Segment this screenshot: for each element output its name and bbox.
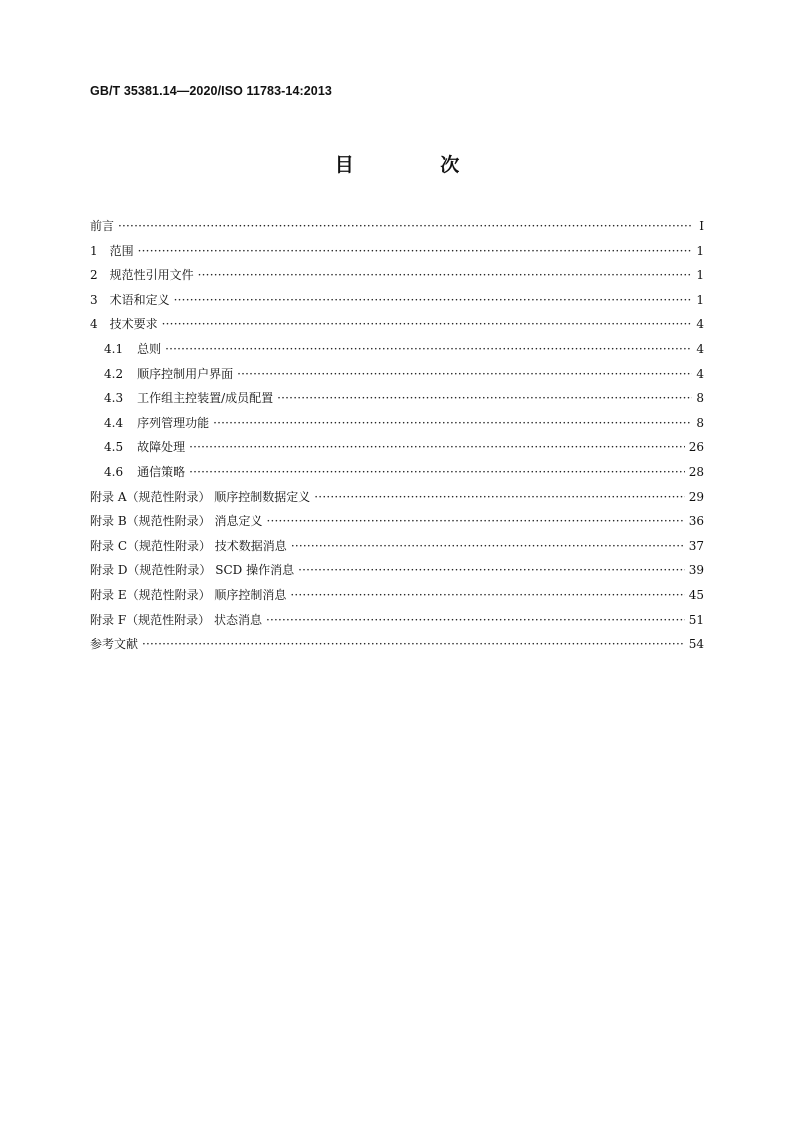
toc-entry-4-1[interactable] bbox=[90, 337, 704, 362]
toc-entry-preface[interactable] bbox=[90, 214, 704, 239]
toc-entry-page: 54 bbox=[688, 637, 704, 652]
toc-entry-page: Ⅰ bbox=[699, 219, 704, 233]
toc-entry-page: 4 bbox=[696, 341, 704, 356]
toc-leader-dots bbox=[142, 632, 685, 657]
toc-entry-number: 4.5 bbox=[104, 440, 124, 455]
toc-entry-number: 4.4 bbox=[104, 415, 124, 430]
toc-entry-text: 序列管理功能 bbox=[137, 415, 210, 430]
toc-entry-number: 4.6 bbox=[104, 464, 124, 479]
toc-entry-page: 4 bbox=[696, 366, 704, 381]
toc-entry-number: 1 bbox=[90, 243, 98, 258]
toc-entry-page: 26 bbox=[688, 440, 704, 455]
toc-leader-dots bbox=[162, 312, 692, 337]
toc-entry-text: 总则 bbox=[137, 341, 162, 356]
toc-entry-4[interactable] bbox=[90, 312, 704, 337]
toc-leader-dots bbox=[138, 239, 692, 264]
toc-leader-dots bbox=[266, 509, 684, 534]
toc-leader-dots bbox=[291, 534, 685, 559]
toc-entry-page: 45 bbox=[688, 587, 704, 602]
toc-entry-text: 顺序控制用户界面 bbox=[137, 366, 234, 381]
toc-leader-dots bbox=[290, 583, 684, 608]
toc-entry-text: 工作组主控装置/成员配置 bbox=[137, 391, 274, 406]
toc-entry-4-6[interactable] bbox=[90, 460, 704, 485]
toc-entry-references[interactable] bbox=[90, 632, 704, 657]
toc-entry-page: 8 bbox=[696, 391, 704, 406]
toc-leader-dots bbox=[198, 263, 692, 288]
toc-entry-text: 范围 bbox=[109, 243, 134, 258]
toc-entry-page: 1 bbox=[696, 243, 704, 258]
toc-entry-number: 4.2 bbox=[104, 366, 124, 381]
toc-entry-text: 参考文献 bbox=[90, 637, 139, 652]
toc-entry-appendix-d[interactable] bbox=[90, 558, 704, 583]
toc-leader-dots bbox=[174, 288, 692, 313]
toc-entry-text: 术语和定义 bbox=[109, 292, 170, 307]
toc-entry-number: 4.1 bbox=[104, 341, 124, 356]
toc-entry-text: 前言 bbox=[90, 219, 115, 233]
toc-entry-number: 3 bbox=[90, 292, 98, 307]
toc-entry-4-3[interactable] bbox=[90, 386, 704, 411]
toc-leader-dots bbox=[298, 558, 685, 583]
toc-entry-page: 39 bbox=[688, 563, 704, 578]
toc-leader-dots bbox=[277, 386, 692, 411]
toc-leader-dots bbox=[118, 214, 692, 239]
toc-entry-number: 2 bbox=[90, 268, 98, 283]
toc-entry-appendix-a[interactable] bbox=[90, 485, 704, 510]
toc-leader-dots bbox=[189, 460, 685, 485]
toc-entry-appendix-f[interactable] bbox=[90, 608, 704, 633]
toc-entry-page: 8 bbox=[696, 415, 704, 430]
document-standard-code: GB/T 35381.14—2020/ISO 11783-14:2013 bbox=[90, 84, 332, 98]
toc-title: 目 次 bbox=[334, 154, 500, 176]
toc-entry-text: 附录 C（规范性附录） 技术数据消息 bbox=[90, 538, 287, 553]
toc-leader-dots bbox=[189, 435, 685, 460]
toc-entry-2[interactable] bbox=[90, 263, 704, 288]
toc-leader-dots bbox=[314, 485, 684, 510]
toc-entry-number: 4.3 bbox=[104, 391, 124, 406]
toc-leader-dots bbox=[165, 337, 692, 362]
table-of-contents bbox=[90, 214, 704, 657]
toc-entry-3[interactable] bbox=[90, 288, 704, 313]
toc-entry-appendix-b[interactable] bbox=[90, 509, 704, 534]
toc-entry-text: 附录 E（规范性附录） 顺序控制消息 bbox=[90, 587, 287, 602]
toc-entry-page: 36 bbox=[688, 514, 704, 529]
toc-entry-number: 4 bbox=[90, 317, 98, 332]
toc-entry-page: 4 bbox=[696, 317, 704, 332]
toc-leader-dots bbox=[266, 608, 685, 633]
toc-entry-text: 故障处理 bbox=[137, 440, 186, 455]
toc-entry-4-5[interactable] bbox=[90, 435, 704, 460]
toc-entry-page: 29 bbox=[688, 489, 704, 504]
toc-entry-1[interactable] bbox=[90, 239, 704, 264]
toc-entry-text: 通信策略 bbox=[137, 464, 186, 479]
toc-leader-dots bbox=[237, 362, 692, 387]
toc-entry-page: 28 bbox=[688, 464, 704, 479]
toc-entry-page: 1 bbox=[696, 292, 704, 307]
toc-entry-appendix-e[interactable] bbox=[90, 583, 704, 608]
toc-entry-page: 37 bbox=[688, 538, 704, 553]
toc-entry-appendix-c[interactable] bbox=[90, 534, 704, 559]
toc-leader-dots bbox=[213, 411, 692, 436]
toc-entry-text: 规范性引用文件 bbox=[109, 268, 194, 283]
toc-entry-text: 技术要求 bbox=[109, 317, 158, 332]
toc-entry-4-2[interactable] bbox=[90, 362, 704, 387]
toc-entry-4-4[interactable] bbox=[90, 411, 704, 436]
toc-entry-text: 附录 F（规范性附录） 状态消息 bbox=[90, 612, 262, 627]
toc-entry-text: 附录 A（规范性附录） 顺序控制数据定义 bbox=[90, 489, 311, 504]
toc-entry-text: 附录 D（规范性附录） SCD 操作消息 bbox=[90, 563, 295, 578]
toc-entry-page: 51 bbox=[688, 612, 704, 627]
toc-entry-page: 1 bbox=[696, 268, 704, 283]
toc-entry-text: 附录 B（规范性附录） 消息定义 bbox=[90, 514, 263, 529]
